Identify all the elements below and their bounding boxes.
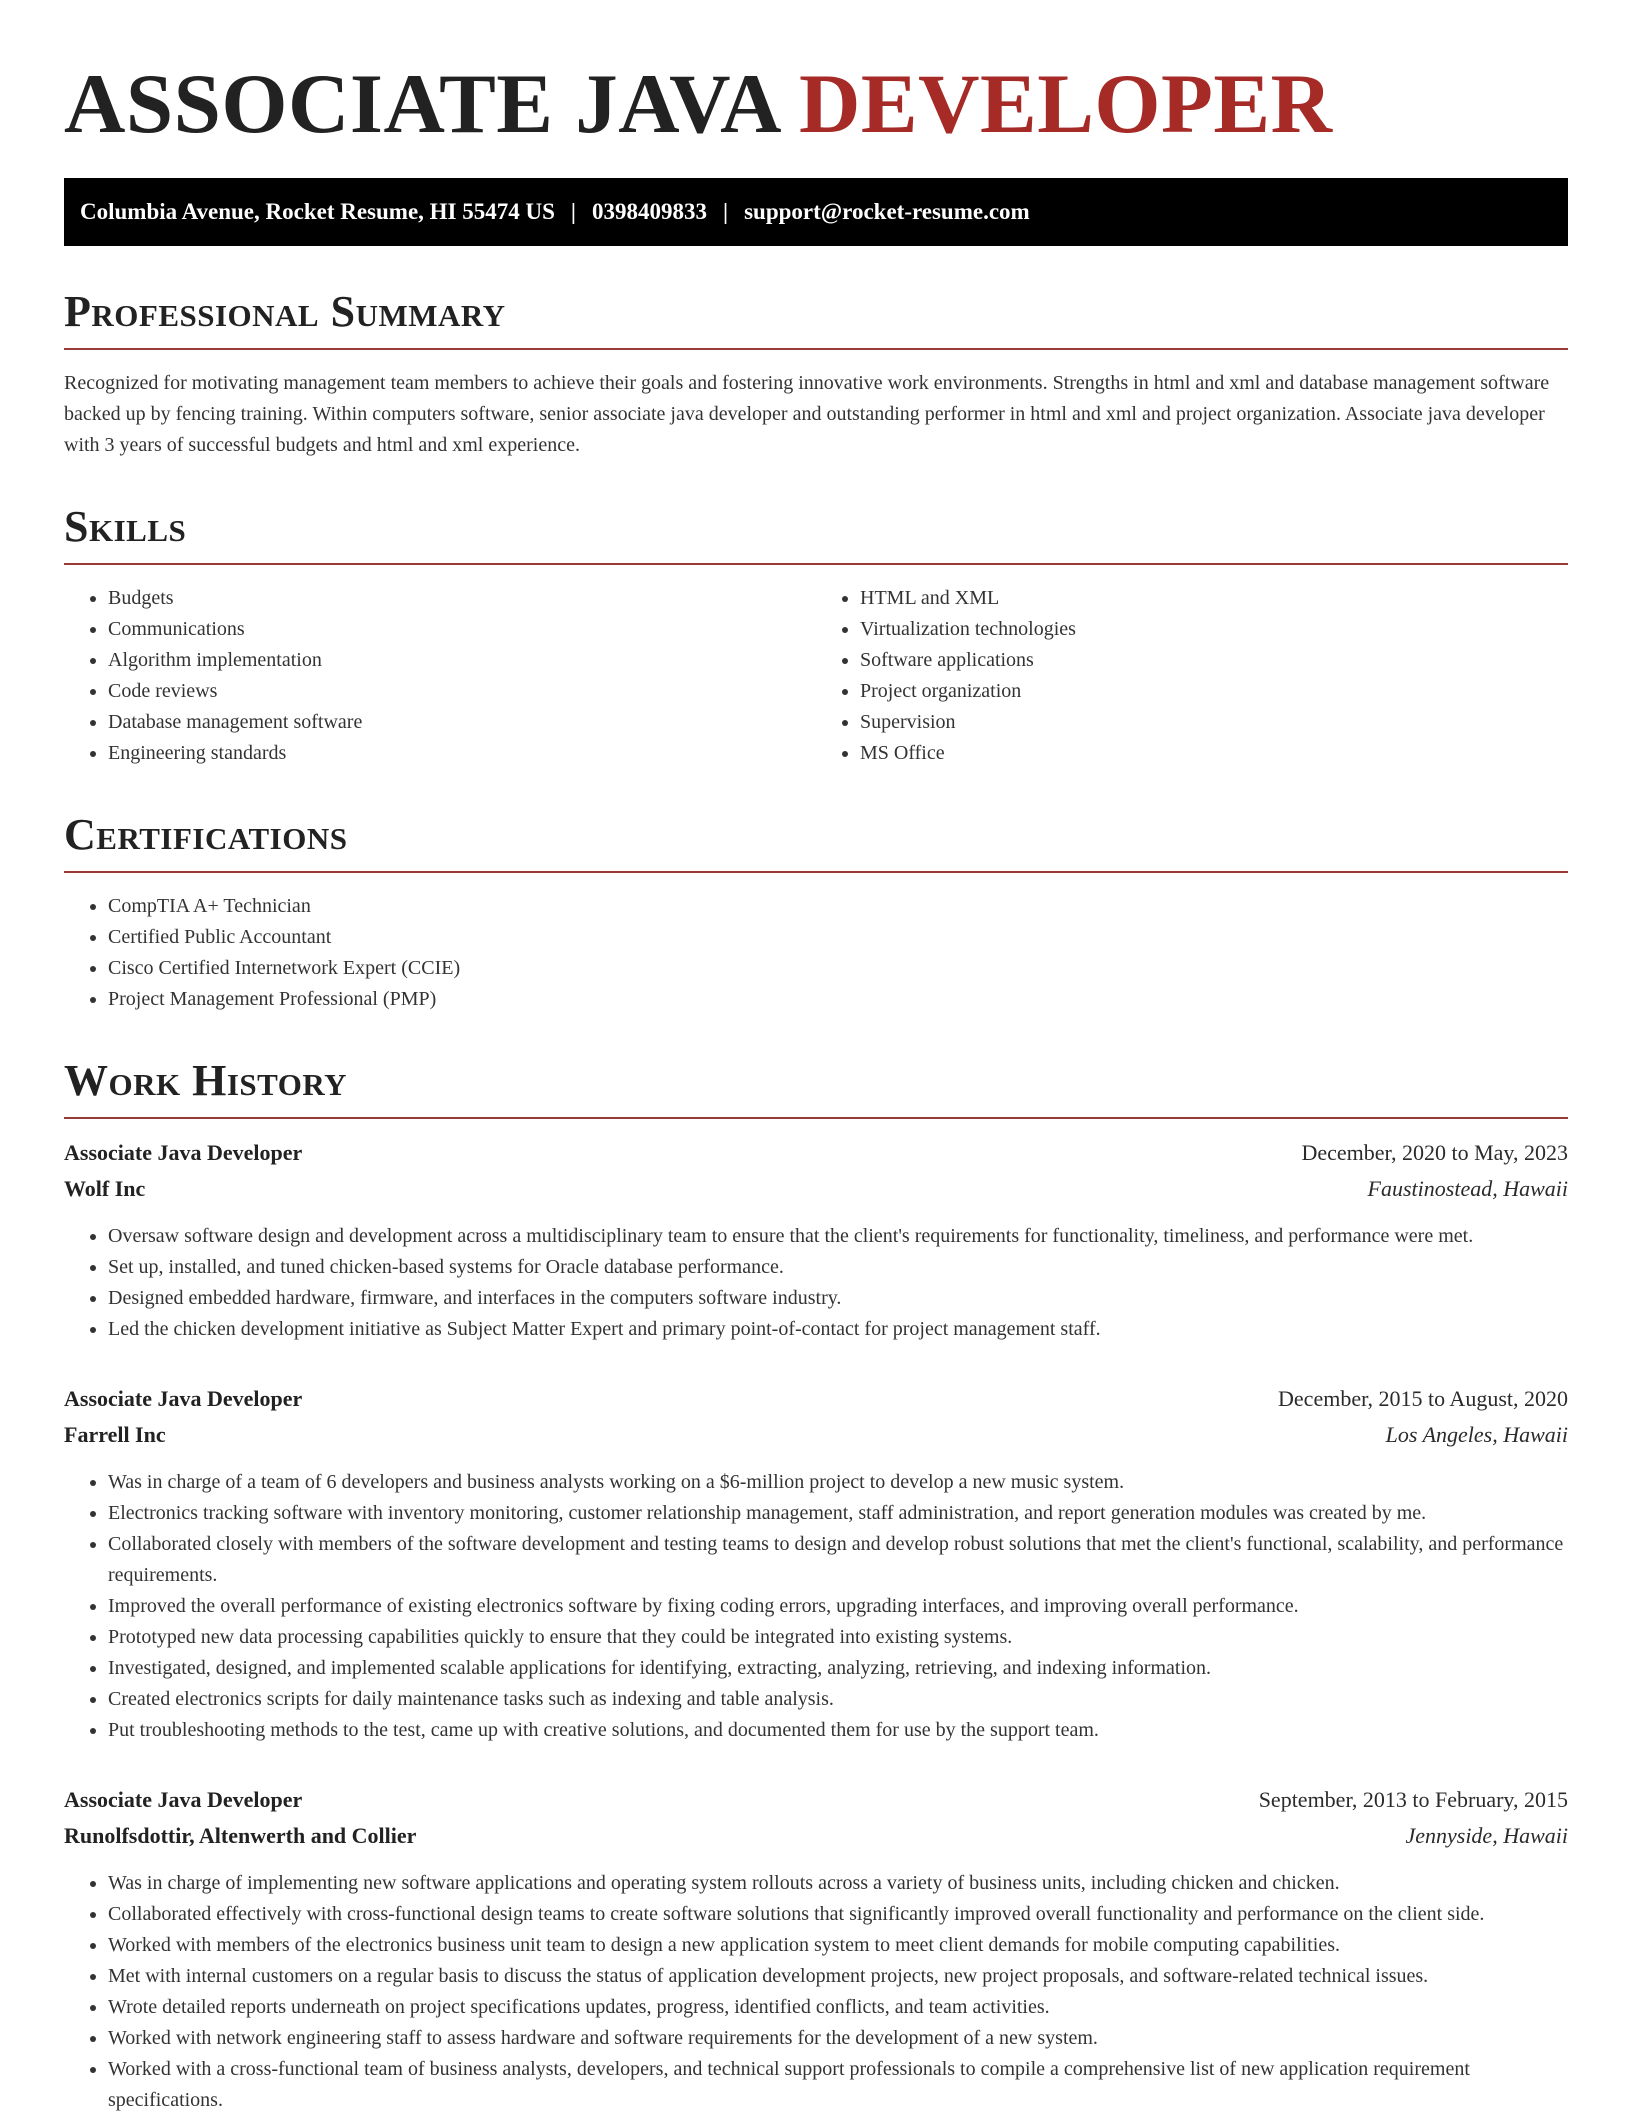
- certification-item: • CompTIA A+ Technician: [108, 891, 1568, 922]
- skill-item: • Database management software: [108, 707, 816, 738]
- skill-item: • Software applications: [860, 645, 1568, 676]
- skill-item: • MS Office: [860, 738, 1568, 769]
- job-bullet: • Collaborated effectively with cross-functional design teams to create software solutions that significantly improved overall functionality and performance on the client side.: [108, 1899, 1568, 1930]
- job-bullet: • Improved the overall performance of existing electronics software by fixing coding errors, upgrading interfaces, and improving overall performance.: [108, 1591, 1568, 1622]
- contact-bar: [64, 178, 1568, 246]
- job-bullet: • Wrote detailed reports underneath on project specifications updates, progress, identified conflicts, and team activities.: [108, 1992, 1568, 2023]
- job-role: Associate Java Developer: [64, 1787, 303, 1812]
- skills-list-left: [64, 583, 816, 769]
- skill-item: • Code reviews: [108, 676, 816, 707]
- job-bullet: • Was in charge of a team of 6 developers and business analysts working on a $6-million project to develop a new music system.: [108, 1467, 1568, 1498]
- job-location: Los Angeles, Hawaii: [1385, 1422, 1568, 1447]
- certification-item: • Project Management Professional (PMP): [108, 984, 1568, 1015]
- contact-address: Columbia Avenue, Rocket Resume, HI 55474 US: [80, 199, 555, 224]
- skill-item: • Communications: [108, 614, 816, 645]
- skill-item: • Project organization: [860, 676, 1568, 707]
- skill-item: • Virtualization technologies: [860, 614, 1568, 645]
- job-company: Farrell Inc: [64, 1422, 166, 1447]
- job-bullet: • Led the chicken development initiative as Subject Matter Expert and primary point-of-contact for project management staff.: [108, 1314, 1568, 1345]
- contact-separator: |: [570, 199, 576, 224]
- job-header-row: [64, 1381, 1568, 1417]
- job-company-row: [64, 1417, 1568, 1453]
- skills-section: [64, 502, 1568, 769]
- job-bullets: [64, 1868, 1568, 2116]
- summary-text: Recognized for motivating management team members to achieve their goals and fostering innovative work environments. Strengths in html and xml and database management software backed up by fencing training. Within computers software, senior associate java developer and outstanding performer in html and xml and project organization. Associate java developer with 3 years of successful budgets and html and xml experience.: [64, 372, 1550, 456]
- skills-list-right: [816, 583, 1568, 769]
- job-dates: December, 2015 to August, 2020: [1278, 1386, 1568, 1411]
- certification-item: • Certified Public Accountant: [108, 922, 1568, 953]
- job-company-row: [64, 1818, 1568, 1854]
- skill-item: • Supervision: [860, 707, 1568, 738]
- job-entry: [64, 1782, 1568, 2116]
- resume-title: [64, 56, 1568, 152]
- job-header-row: [64, 1135, 1568, 1171]
- job-bullets: [64, 1221, 1568, 1345]
- job-bullet: • Oversaw software design and development across a multidisciplinary team to ensure that the client's requirements for functionality, timeliness, and performance were met.: [108, 1221, 1568, 1252]
- work-history-section: [64, 1056, 1568, 2116]
- job-bullet: • Prototyped new data processing capabilities quickly to ensure that they could be integrated into existing systems.: [108, 1622, 1568, 1653]
- job-bullets: [64, 1467, 1568, 1746]
- job-company: Runolfsdottir, Altenwerth and Collier: [64, 1823, 417, 1848]
- job-bullet: • Designed embedded hardware, firmware, and interfaces in the computers software industry.: [108, 1283, 1568, 1314]
- job-bullet: • Worked with a cross-functional team of business analysts, developers, and technical support professionals to compile a comprehensive list of new application requirement specifications.: [108, 2054, 1568, 2116]
- summary-heading: Professional Summary: [64, 290, 1568, 350]
- job-bullet: • Put troubleshooting methods to the test, came up with creative solutions, and documented them for use by the support team.: [108, 1715, 1568, 1746]
- skill-item: • HTML and XML: [860, 583, 1568, 614]
- skills-heading: Skills: [64, 505, 1568, 565]
- skills-grid: [64, 565, 1568, 769]
- certifications-section: [64, 810, 1568, 1015]
- job-company: Wolf Inc: [64, 1176, 146, 1201]
- skill-item: • Budgets: [108, 583, 816, 614]
- job-entry: [64, 1381, 1568, 1746]
- job-dates: December, 2020 to May, 2023: [1301, 1140, 1568, 1165]
- job-header-row: [64, 1782, 1568, 1818]
- job-bullet: • Worked with network engineering staff to assess hardware and software requirements for the development of a new system.: [108, 2023, 1568, 2054]
- skill-item: • Engineering standards: [108, 738, 816, 769]
- job-bullet: • Investigated, designed, and implemented scalable applications for identifying, extracting, analyzing, retrieving, and indexing information.: [108, 1653, 1568, 1684]
- contact-phone: 0398409833: [592, 199, 707, 224]
- job-bullet: • Was in charge of implementing new software applications and operating system rollouts across a variety of business units, including chicken and chicken.: [108, 1868, 1568, 1899]
- summary-section: [64, 287, 1568, 461]
- job-company-row: [64, 1171, 1568, 1207]
- work-history-heading: Work History: [64, 1059, 1568, 1119]
- contact-email[interactable]: support@rocket-resume.com: [744, 199, 1030, 224]
- job-bullet: • Created electronics scripts for daily maintenance tasks such as indexing and table analysis.: [108, 1684, 1568, 1715]
- jobs-list: [64, 1135, 1568, 2116]
- job-bullet: • Collaborated closely with members of the software development and testing teams to design and develop robust solutions that met the client's functional, scalability, and performance requirements.: [108, 1529, 1568, 1591]
- certifications-list: [64, 891, 1568, 1015]
- job-bullet: • Set up, installed, and tuned chicken-based systems for Oracle database performance.: [108, 1252, 1568, 1283]
- job-bullet: • Met with internal customers on a regular basis to discuss the status of application development projects, new project proposals, and software-related technical issues.: [108, 1961, 1568, 1992]
- certifications-heading: Certifications: [64, 813, 1568, 873]
- job-entry: [64, 1135, 1568, 1345]
- contact-separator: |: [723, 199, 729, 224]
- job-role: Associate Java Developer: [64, 1386, 303, 1411]
- job-location: Jennyside, Hawaii: [1405, 1823, 1568, 1848]
- job-bullet: • Worked with members of the electronics business unit team to design a new application system to meet client demands for mobile computing capabilities.: [108, 1930, 1568, 1961]
- title-accent: DEVELOPER: [799, 57, 1333, 151]
- job-location: Faustinostead, Hawaii: [1367, 1176, 1568, 1201]
- certification-item: • Cisco Certified Internetwork Expert (CCIE): [108, 953, 1568, 984]
- skill-item: • Algorithm implementation: [108, 645, 816, 676]
- job-bullet: • Electronics tracking software with inventory monitoring, customer relationship management, staff administration, and report generation modules was created by me.: [108, 1498, 1568, 1529]
- title-main: ASSOCIATE JAVA: [64, 57, 778, 151]
- job-role: Associate Java Developer: [64, 1140, 303, 1165]
- job-dates: September, 2013 to February, 2015: [1258, 1787, 1568, 1812]
